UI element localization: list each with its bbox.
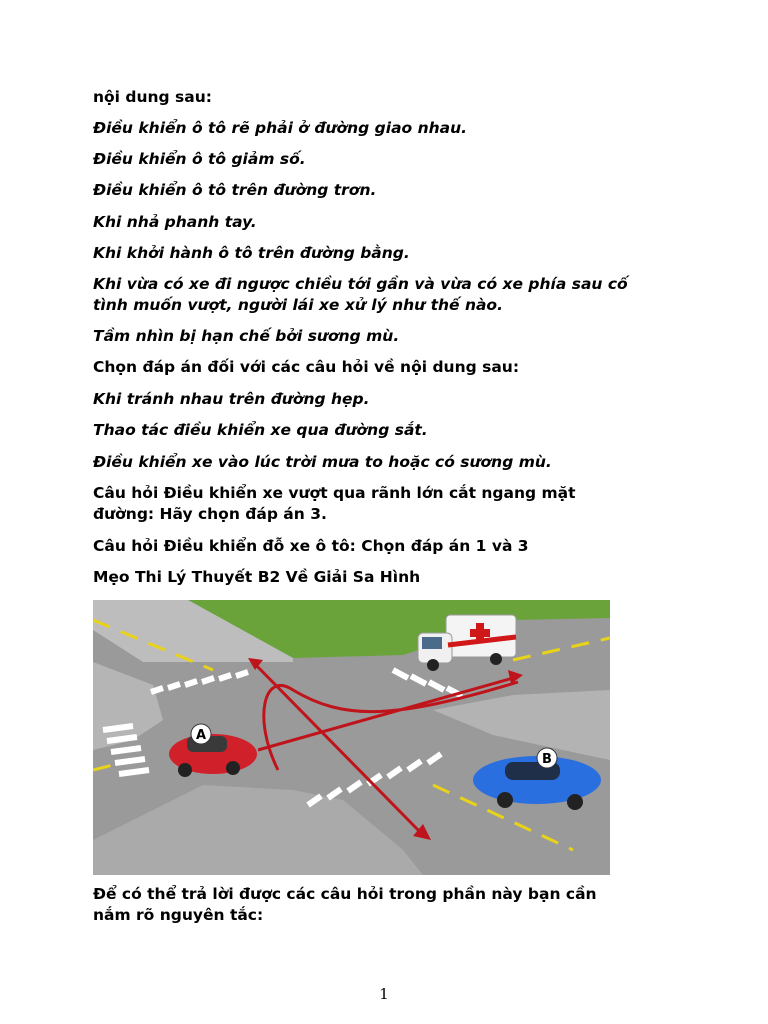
text-line: nội dung sau: — [93, 88, 212, 106]
text-line: nắm rõ nguyên tắc: — [93, 906, 264, 924]
text-line: Khi khởi hành ô tô trên đường bằng. — [93, 244, 410, 262]
text-line: tình muốn vượt, người lái xe xử lý như thế nào. — [93, 296, 503, 314]
text-line: Khi vừa có xe đi ngược chiều tới gần và vừa có xe phía sau cố — [93, 275, 628, 293]
page-number: 1 — [379, 985, 389, 1003]
text-line: Thao tác điều khiển xe qua đường sắt. — [93, 421, 428, 439]
text-line: Để có thể trả lời được các câu hỏi trong phần này bạn cần — [93, 885, 597, 903]
text-line: đường: Hãy chọn đáp án 3. — [93, 505, 327, 523]
text-line: Chọn đáp án đối với các câu hỏi về nội dung sau: — [93, 358, 520, 376]
text-line: Mẹo Thi Lý Thuyết B2 Về Giải Sa Hình — [93, 568, 421, 586]
text-line: Khi nhả phanh tay. — [93, 213, 257, 231]
car-a-label: A — [195, 728, 207, 743]
text-line: Điều khiển ô tô trên đường trơn. — [93, 181, 377, 199]
text-line: Khi tránh nhau trên đường hẹp. — [93, 390, 370, 408]
text-line: Điều khiển ô tô giảm số. — [93, 150, 306, 168]
text-line: Điều khiển ô tô rẽ phải ở đường giao nhau. — [93, 119, 468, 137]
intersection-illustration — [93, 600, 610, 875]
text-line: Điều khiển xe vào lúc trời mưa to hoặc có sương mù. — [93, 453, 552, 471]
car-b-label: B — [542, 752, 552, 767]
text-line: Câu hỏi Điều khiển đỗ xe ô tô: Chọn đáp án 1 và 3 — [93, 537, 529, 555]
text-line: Câu hỏi Điều khiển xe vượt qua rãnh lớn cắt ngang mặt — [93, 484, 576, 502]
text-line: Tầm nhìn bị hạn chế bởi sương mù. — [93, 327, 400, 345]
